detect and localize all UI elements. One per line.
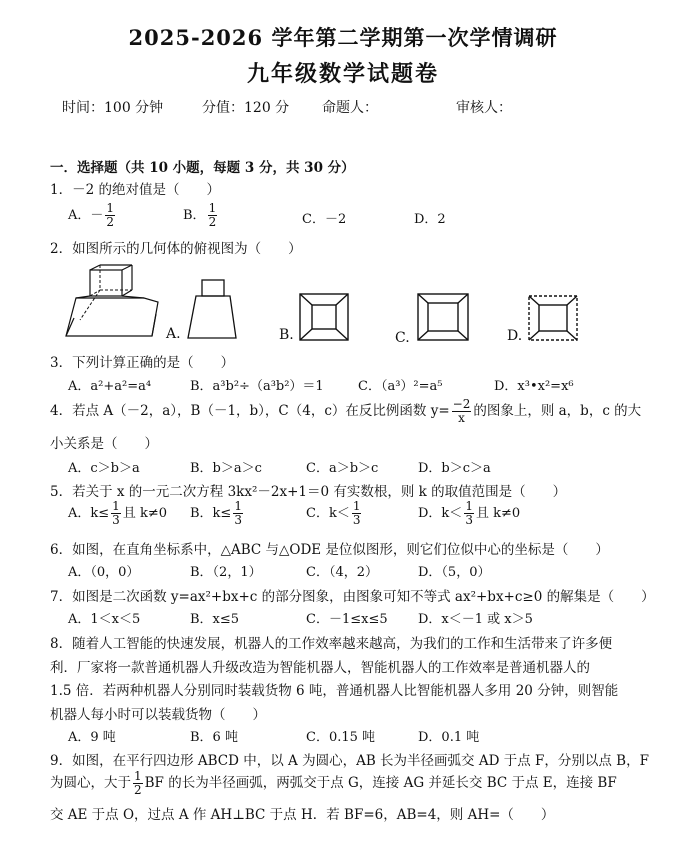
q2-option-c-label: C. xyxy=(395,330,410,346)
q9-frac-den: 2 xyxy=(134,783,142,797)
q3-option-b: B．a³b²÷（a³b²）＝1 xyxy=(190,379,324,394)
frustum-3d-figure xyxy=(60,262,160,344)
q6-option-c: C．（4，2） xyxy=(306,565,378,580)
q5-option-d xyxy=(418,500,520,527)
exam-score: 分值：120 分 xyxy=(202,100,290,116)
question-4-stem-line2: 小关系是（ ） xyxy=(50,436,158,452)
q2-option-c-figure xyxy=(414,290,474,346)
q1-b-label: B． xyxy=(183,208,206,223)
q6-option-b: B．（2，1） xyxy=(190,565,262,580)
q1-b-fraction xyxy=(208,202,218,229)
q5-d-den: 3 xyxy=(465,513,473,527)
q7-option-c: C．－1≤x≤5 xyxy=(306,612,388,627)
q5-b-fraction xyxy=(233,500,243,527)
exam-author: 命题人： xyxy=(322,100,378,116)
q1-option-b xyxy=(183,202,219,229)
q7-option-b: B．x≤5 xyxy=(190,612,240,627)
q5-c-den: 3 xyxy=(352,513,361,527)
q5-a-fraction xyxy=(111,500,121,527)
q5-d-fraction xyxy=(464,500,474,527)
q1-option-c: C．－2 xyxy=(302,212,347,227)
q8-option-a: A．9 吨 xyxy=(68,730,116,745)
q5-c-pre: C．k＜ xyxy=(306,506,350,521)
q5-b-pre: B．k≤ xyxy=(190,506,232,521)
exam-title: 2025-2026 学年第二学期第一次学情调研 xyxy=(128,25,558,50)
q1-b-den: 2 xyxy=(208,215,217,229)
question-2-stem: 2．如图所示的几何体的俯视图为（ ） xyxy=(50,241,302,257)
q4-option-b: B．b＞a＞c xyxy=(190,461,262,476)
question-9-line3: 交 AE 于点 O，过点 A 作 AH⊥BC 于点 H．若 BF=6，AB=4，则 AH=（ ） xyxy=(50,807,555,823)
q2-option-a-figure xyxy=(182,276,240,342)
q3-option-d: D．x³•x²=x⁶ xyxy=(494,379,574,394)
question-9-line2 xyxy=(50,770,617,797)
q8-option-c: C．0.15 吨 xyxy=(306,730,376,745)
q1-b-num: 1 xyxy=(208,201,217,215)
q5-a-post: 且 k≠0 xyxy=(122,506,167,521)
question-8-line4: 机器人每小时可以装载货物（ ） xyxy=(50,707,266,723)
q4-option-a: A．c＞b＞a xyxy=(68,461,140,476)
q5-option-c xyxy=(306,500,363,527)
exam-time: 时间：100 分钟 xyxy=(62,100,164,116)
q5-a-num: 1 xyxy=(112,499,120,513)
q9-fraction xyxy=(133,770,143,797)
q5-option-a xyxy=(68,500,167,527)
exam-reviewer: 审核人： xyxy=(456,100,512,116)
q5-b-den: 3 xyxy=(234,513,242,527)
q6-option-d: D．（5，0） xyxy=(418,565,491,580)
question-1-stem: 1．－2 的绝对值是（ ） xyxy=(50,182,220,198)
q1-a-fraction xyxy=(105,202,115,229)
q2-option-b-figure xyxy=(296,290,356,346)
q4-option-c: C．a＞b＞c xyxy=(306,461,379,476)
q1-option-d: D．2 xyxy=(414,212,446,227)
q4-fraction xyxy=(452,398,472,425)
q6-option-a: A．（0，0） xyxy=(68,565,140,580)
q8-option-b: B．6 吨 xyxy=(190,730,238,745)
q5-b-num: 1 xyxy=(234,499,242,513)
q9-line2-post: BF 的长为半径画弧，两弧交于点 G，连接 AG 并延长交 BC 于点 E，连接 BF xyxy=(144,775,617,791)
q9-line2-pre: 为圆心，大于 xyxy=(50,775,131,791)
q2-option-d-figure xyxy=(525,292,585,346)
q5-d-num: 1 xyxy=(465,499,473,513)
q5-d-pre: D．k＜ xyxy=(418,506,463,521)
q4-stem-pre: 4．若点 A（－2，a），B（－1，b），C（4，c）在反比例函数 y= xyxy=(50,403,450,419)
q1-option-a xyxy=(68,202,117,229)
question-3-stem: 3．下列计算正确的是（ ） xyxy=(50,355,235,371)
q1-a-num: 1 xyxy=(106,201,115,215)
q9-frac-num: 1 xyxy=(134,769,142,783)
q8-option-d: D．0.1 吨 xyxy=(418,730,480,745)
question-8-line3: 1.5 倍．若两种机器人分别同时装载货物 6 吨，普通机器人比智能机器人多用 20 分钟，则智能 xyxy=(50,683,619,699)
q4-stem-post: 的图象上，则 a，b，c 的大 xyxy=(473,403,642,419)
q3-option-c: C．（a³）²=a⁵ xyxy=(358,379,443,394)
q5-option-b xyxy=(190,500,245,527)
section-heading: 一．选择题（共 10 小题，每题 3 分，共 30 分） xyxy=(50,160,355,176)
q1-a-sign: － xyxy=(90,208,104,223)
q5-d-post: 且 k≠0 xyxy=(475,506,521,521)
question-9-line1: 9．如图，在平行四边形 ABCD 中，以 A 为圆心，AB 长为半径画弧交 AD 于点 F，分别以点 B，F xyxy=(50,753,649,769)
q5-c-num: 1 xyxy=(352,499,361,513)
question-8-line1: 8．随着人工智能的快速发展，机器人的工作效率越来越高，为我们的工作和生活带来了许多便 xyxy=(50,636,613,652)
q4-option-d: D．b＞c＞a xyxy=(418,461,491,476)
question-5-stem: 5．若关于 x 的一元二次方程 3kx²－2x+1＝0 有实数根，则 k 的取值范围是（ ） xyxy=(50,484,567,500)
q1-a-den: 2 xyxy=(106,215,115,229)
exam-subtitle: 九年级数学试题卷 xyxy=(246,61,439,87)
q5-a-den: 3 xyxy=(112,513,120,527)
q2-option-a-label: A. xyxy=(166,326,181,342)
q2-option-d-label: D. xyxy=(507,328,523,344)
q7-option-d: D．x＜－1 或 x＞5 xyxy=(418,612,533,627)
question-4-stem xyxy=(50,398,641,425)
q3-option-a: A．a²+a²=a⁴ xyxy=(68,379,152,394)
question-7-stem: 7．如图是二次函数 y=ax²+bx+c 的部分图象，由图象可知不等式 ax²+bx+c≥0 的解集是（ ） xyxy=(50,589,655,605)
q5-a-pre: A．k≤ xyxy=(68,506,110,521)
question-6-stem: 6．如图，在直角坐标系中，△ABC 与△ODE 是位似图形，则它们位似中心的坐标是（ ） xyxy=(50,542,609,558)
q7-option-a: A．1＜x＜5 xyxy=(68,612,141,627)
q4-frac-num: −2 xyxy=(452,397,471,411)
q5-c-fraction xyxy=(352,500,362,527)
question-8-line2: 利．厂家将一款普通机器人升级改造为智能机器人，智能机器人的工作效率是普通机器人的 xyxy=(50,660,590,676)
q4-frac-den: x xyxy=(458,411,465,425)
q1-a-label: A． xyxy=(68,208,91,223)
q2-option-b-label: B. xyxy=(279,327,294,343)
